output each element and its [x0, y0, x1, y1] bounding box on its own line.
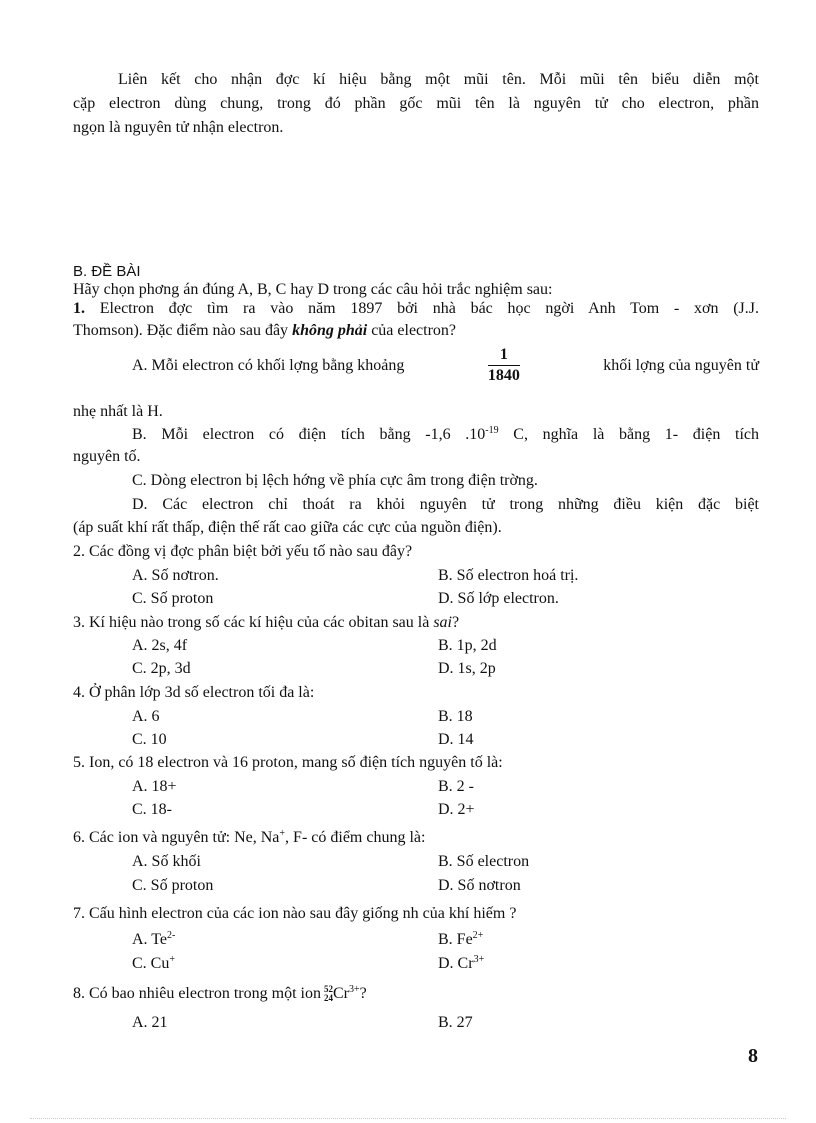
mass-number: 52: [323, 984, 333, 995]
charge-superscript: 2-: [167, 930, 176, 941]
q2-option-c: C. Số proton: [132, 590, 214, 607]
q6-option-d: D. Số nơtron: [438, 877, 521, 894]
q7-option-c: [132, 954, 175, 974]
q8-stem: [73, 984, 367, 1004]
q7-option-a-text: A. Te: [132, 931, 168, 948]
q5-option-d: D. 2+: [438, 801, 475, 818]
q7-option-d: [438, 954, 484, 974]
intro-line-2: cặp electron dùng chung, trong đó phần gốc mũi tên là nguyên tử cho electron, phần: [73, 95, 759, 112]
q7-option-a: [132, 930, 175, 950]
q3-stem: [73, 613, 459, 633]
q3-option-d: D. 1s, 2p: [438, 660, 496, 677]
q3-option-b: B. 1p, 2d: [438, 637, 497, 654]
element-symbol: Cr: [332, 985, 349, 1002]
q4-option-a: A. 6: [132, 708, 160, 725]
q6-option-b: B. Số electron: [438, 853, 530, 870]
q1-stem-line-2: [73, 321, 456, 341]
intro-line-3: ngọn là nguyên tử nhận electron.: [73, 119, 284, 136]
q1-number: 1.: [73, 300, 85, 317]
q5-stem: 5. Ion, có 18 electron và 16 proton, mang số điện tích nguyên tố là:: [73, 754, 503, 771]
q1-option-a-text-end: khối lợng của nguyên tử: [603, 356, 759, 374]
q4-option-d: D. 14: [438, 731, 474, 748]
q3-option-a: A. 2s, 4f: [132, 637, 188, 654]
q1-option-b-cont: nguyên tố.: [73, 448, 141, 465]
q6-stem: [73, 828, 425, 848]
charge-superscript: 3+: [348, 984, 360, 995]
q1-option-b-text-end: C, nghĩa là bằng 1- điện tích: [498, 426, 760, 443]
q3-stem-end: ?: [452, 614, 460, 631]
q8-option-a: A. 21: [132, 1014, 168, 1031]
q1-stem-text-b-end: của electron?: [367, 322, 457, 339]
q1-stem-line-1: [73, 299, 759, 319]
q8-stem-end: ?: [359, 985, 367, 1002]
q3-emphasis: sai: [433, 614, 452, 631]
q2-stem: 2. Các đồng vị đợc phân biệt bởi yếu tố nào sau đây?: [73, 543, 413, 560]
charge-superscript: 3+: [473, 954, 485, 965]
q7-option-b: [438, 930, 483, 950]
q6-option-a: A. Số khối: [132, 853, 201, 870]
q1-stem-text-a: Electron đợc tìm ra vào năm 1897 bởi nhà bác học ngời Anh Tom - xơn (J.J.: [99, 300, 760, 317]
q7-stem: 7. Cấu hình electron của các ion nào sau đây giống nh của khí hiếm ?: [73, 905, 517, 922]
q6-option-c: C. Số proton: [132, 877, 214, 894]
q5-option-a: A. 18+: [132, 778, 177, 795]
section-instruction: Hãy chọn phơng án đúng A, B, C hay D trong các câu hỏi trắc nghiệm sau:: [73, 281, 553, 298]
nuclide-notation: [324, 985, 333, 1003]
q2-option-a: A. Số nơtron.: [132, 567, 219, 584]
q1-option-a: [132, 345, 759, 386]
q2-option-b: B. Số electron hoá trị.: [438, 567, 579, 584]
q5-option-b: B. 2 -: [438, 778, 474, 795]
exponent: -19: [485, 425, 499, 436]
q6-stem-text: 6. Các ion và nguyên tử: Ne, Na: [73, 829, 280, 846]
charge-superscript: +: [279, 828, 286, 839]
q8-stem-text: 8. Có bao nhiêu electron trong một ion: [73, 985, 321, 1002]
q6-stem-end: , F- có điểm chung là:: [285, 829, 426, 846]
fraction-denominator: 1840: [487, 367, 520, 384]
footer-divider: [30, 1118, 786, 1119]
q4-option-b: B. 18: [438, 708, 473, 725]
fraction: [488, 345, 520, 386]
q1-option-c: C. Dòng electron bị lệch hớng về phía cực âm trong điện trờng.: [132, 472, 538, 489]
page-number: 8: [748, 1045, 758, 1067]
charge-superscript: 2+: [472, 930, 484, 941]
charge-superscript: +: [169, 954, 175, 965]
q8-option-b: B. 27: [438, 1014, 473, 1031]
section-heading: B. ĐỀ BÀI: [73, 263, 141, 280]
q1-option-d: D. Các electron chỉ thoát ra khỏi nguyên tử trong những điều kiện đặc biệt: [132, 496, 759, 513]
q1-option-a-cont: nhẹ nhất là H.: [73, 403, 163, 420]
q7-option-d-text: D. Cr: [438, 955, 474, 972]
q3-stem-text: 3. Kí hiệu nào trong số các kí hiệu của các obitan sau là: [73, 614, 434, 631]
q2-option-d: D. Số lớp electron.: [438, 590, 559, 607]
q1-option-a-text: A. Mỗi electron có khối lợng bằng khoảng: [132, 356, 405, 374]
q7-option-b-text: B. Fe: [438, 931, 473, 948]
q1-option-b: [132, 425, 759, 445]
q1-stem-text-b: Thomson). Đặc điểm nào sau đây: [73, 322, 293, 339]
q4-stem: 4. Ở phân lớp 3d số electron tối đa là:: [73, 684, 315, 701]
q3-option-c: C. 2p, 3d: [132, 660, 191, 677]
atomic-number: 24: [323, 993, 333, 1004]
q7-option-c-text: C. Cu: [132, 955, 170, 972]
q4-option-c: C. 10: [132, 731, 167, 748]
q1-emphasis: không phải: [292, 322, 368, 339]
q1-option-d-cont: (áp suất khí rất thấp, điện thế rất cao giữa các cực của nguồn điện).: [73, 519, 502, 536]
q1-option-b-text: B. Mỗi electron có điện tích bằng -1,6 .10: [132, 426, 486, 443]
fraction-numerator: 1: [488, 345, 520, 366]
q5-option-c: C. 18-: [132, 801, 172, 818]
intro-line-1: Liên kết cho nhận đợc kí hiệu bằng một mũi tên. Mỗi mũi tên biểu diễn một: [118, 71, 759, 88]
